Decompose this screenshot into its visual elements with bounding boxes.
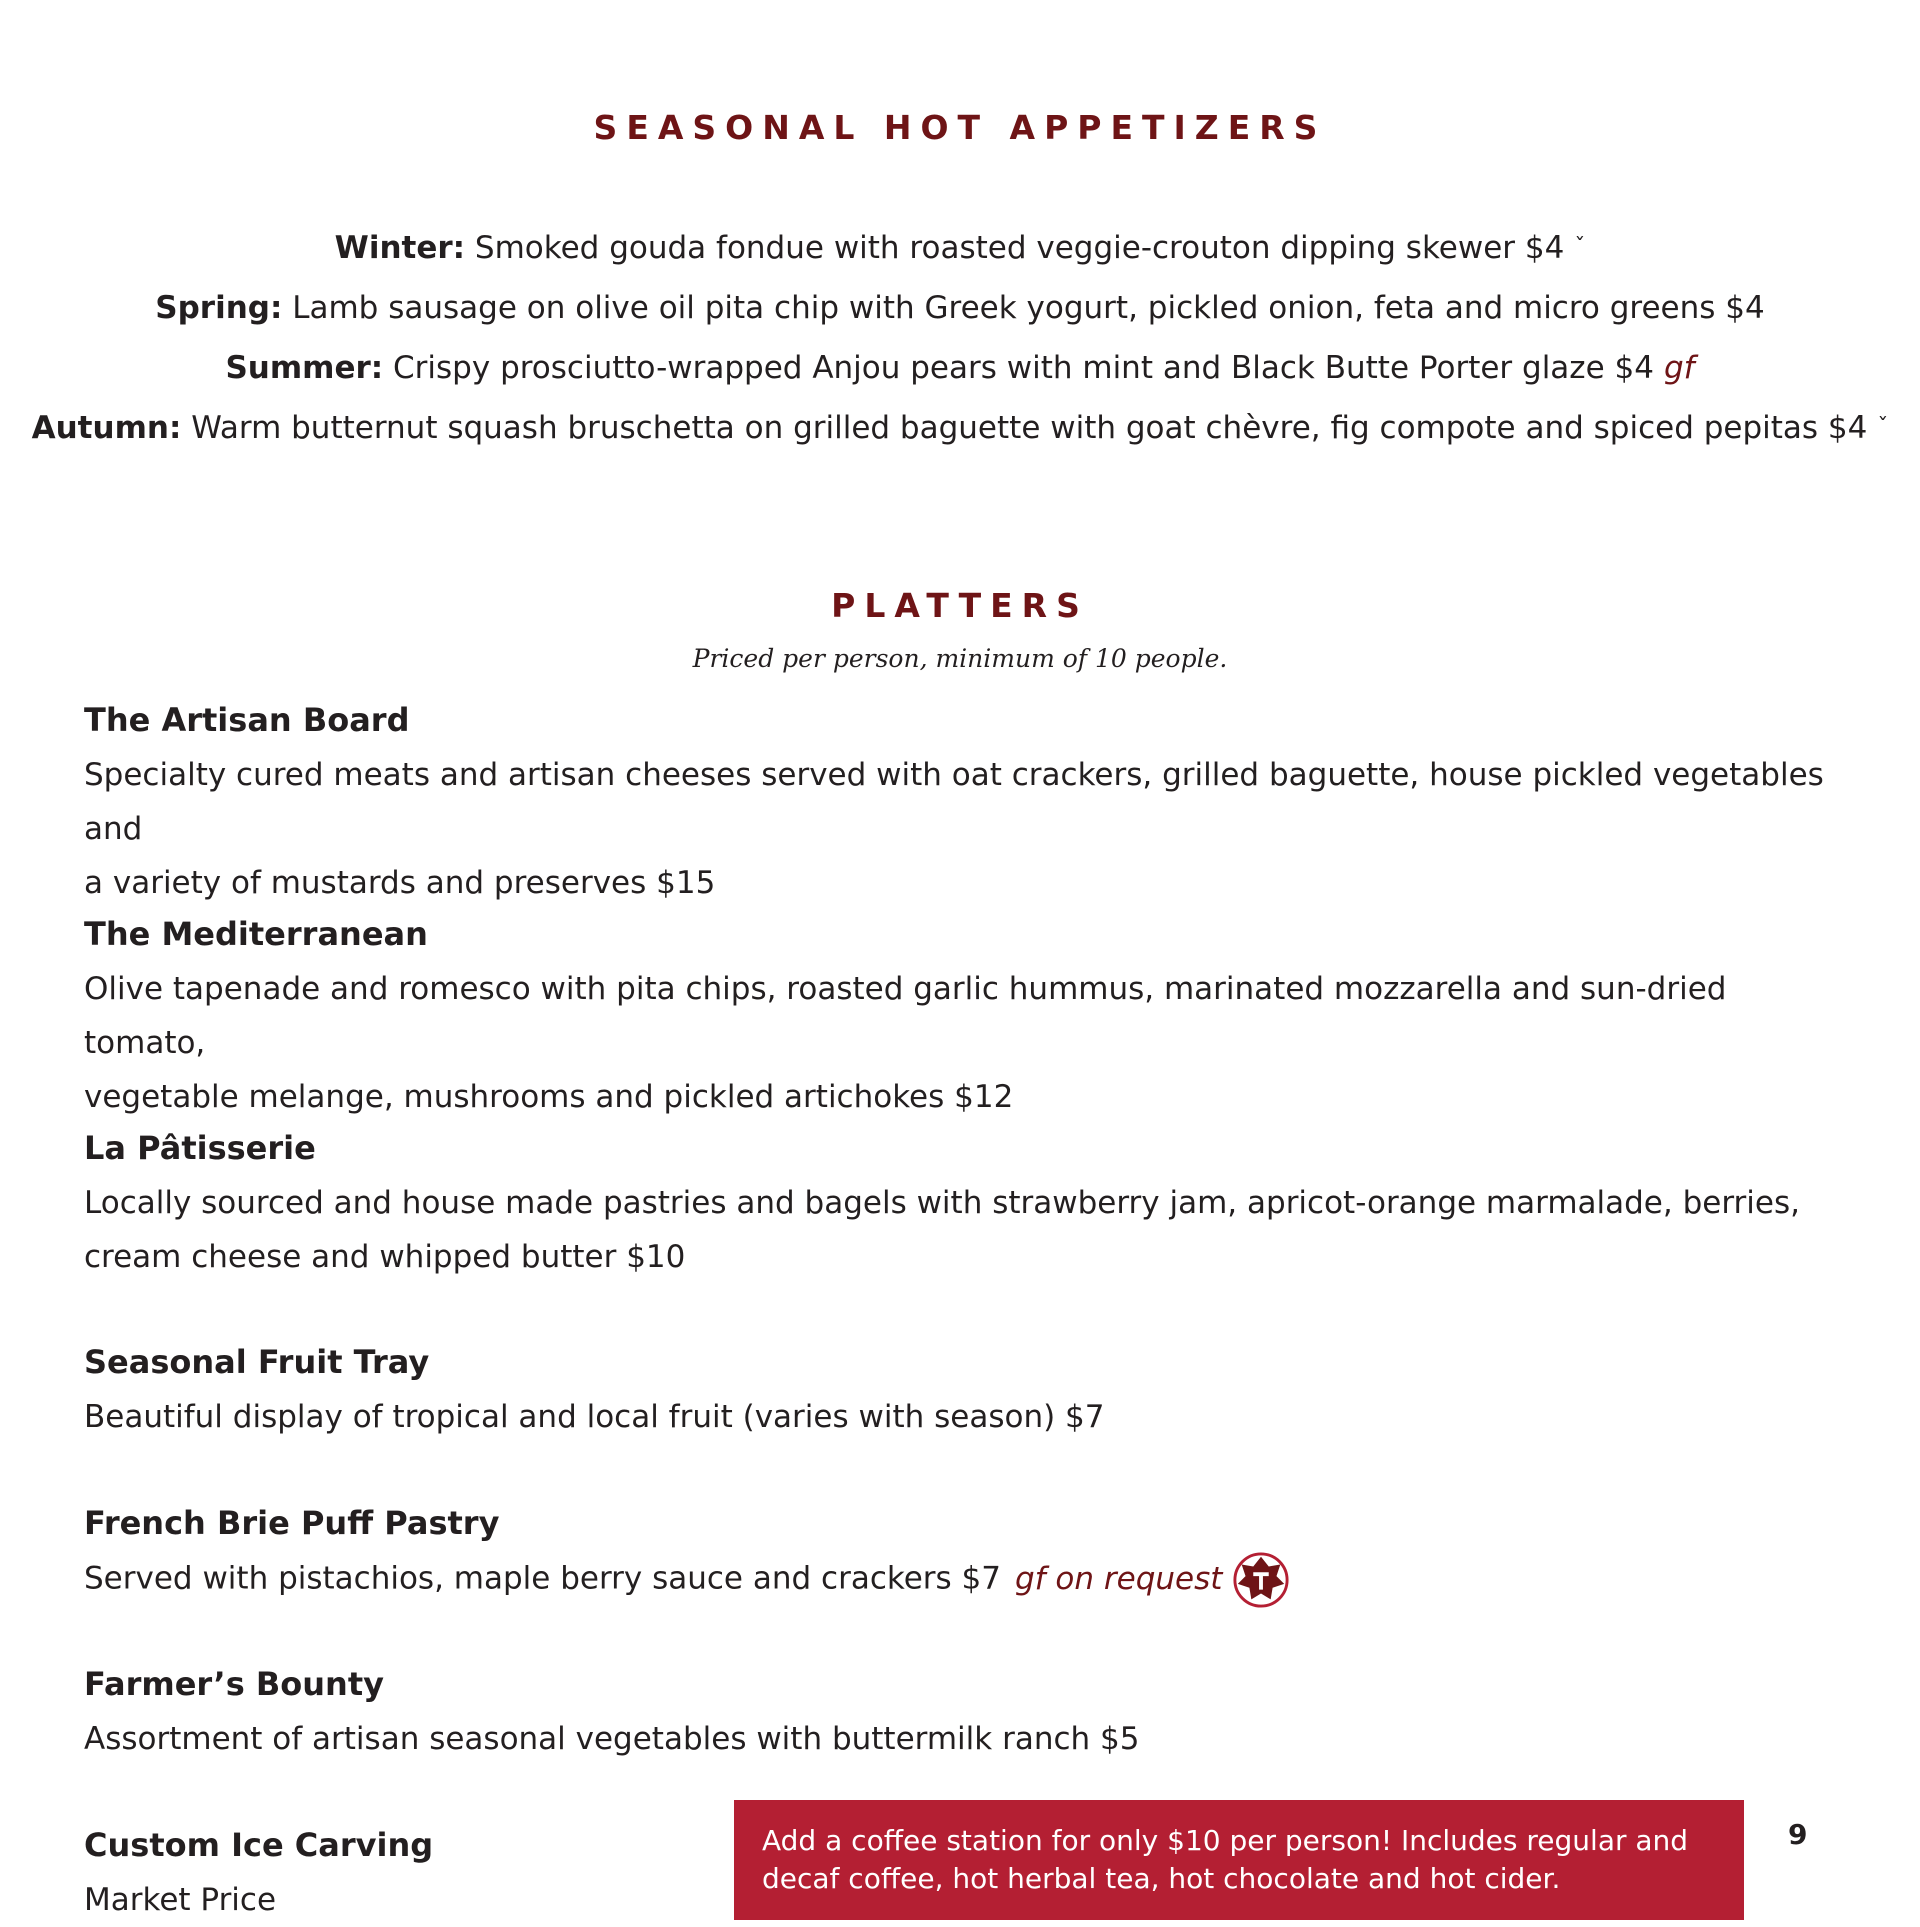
platter-name: Custom Ice Carving xyxy=(84,1826,434,1864)
description-text: Served with pistachios, maple berry sauce and crackers $7 xyxy=(84,1560,1001,1597)
season-label: Summer: xyxy=(225,350,384,386)
gluten-free-tag: gf on request xyxy=(1014,1560,1223,1597)
platters-subtitle: Priced per person, minimum of 10 people. xyxy=(692,644,1228,673)
appetizer-description: Lamb sausage on olive oil pita chip with Greek yogurt, pickled onion, feta and micro greens $4 xyxy=(292,290,1765,326)
platter-name: Seasonal Fruit Tray xyxy=(84,1343,430,1381)
platter-description xyxy=(84,1176,1824,1284)
platter-description xyxy=(84,1551,1824,1609)
platter-item xyxy=(84,1503,1824,1609)
description-line: a variety of mustards and preserves $15 xyxy=(84,865,716,901)
coffee-station-promo xyxy=(734,1800,1744,1920)
appetizer-winter xyxy=(0,228,1920,268)
platter-description xyxy=(84,1390,1824,1444)
description-line: Specialty cured meats and artisan cheeses served with oat crackers, grilled baguette, house pickled vegetables and xyxy=(84,757,1824,847)
vegetarian-mark: ˇ xyxy=(1574,235,1586,260)
appetizer-spring xyxy=(0,288,1920,328)
platter-name: French Brie Puff Pastry xyxy=(84,1504,500,1542)
promo-line: Add a coffee station for only $10 per person! Includes regular and xyxy=(762,1824,1689,1857)
platter-item xyxy=(84,914,1824,1124)
page-number: 9 xyxy=(1788,1818,1808,1851)
platter-item xyxy=(84,700,1824,910)
description-line: Locally sourced and house made pastries and bagels with strawberry jam, apricot-orange marmalade, berries, xyxy=(84,1185,1800,1221)
season-label: Spring: xyxy=(155,290,283,326)
promo-line: decaf coffee, hot herbal tea, hot chocolate and hot cider. xyxy=(762,1862,1561,1895)
season-label: Winter: xyxy=(334,230,466,266)
season-label: Autumn: xyxy=(31,410,182,446)
seasonal-hot-appetizers-title: SEASONAL HOT APPETIZERS xyxy=(593,108,1327,147)
platter-name: The Artisan Board xyxy=(84,701,410,739)
appetizer-description: Warm butternut squash bruschetta on grilled baguette with goat chèvre, fig compote and spiced pepitas $4 xyxy=(191,410,1868,446)
platter-name: La Pâtisserie xyxy=(84,1129,316,1167)
platters-title: PLATTERS xyxy=(831,586,1089,625)
vegetarian-mark: ˇ xyxy=(1877,415,1889,440)
description-line: Market Price xyxy=(84,1882,277,1918)
platter-description xyxy=(84,1712,1824,1766)
platter-name: The Mediterranean xyxy=(84,915,428,953)
appetizer-description: Crispy prosciutto-wrapped Anjou pears with mint and Black Butte Porter glaze $4 xyxy=(393,350,1654,386)
platter-item xyxy=(84,1128,1824,1284)
description-line xyxy=(84,1551,1824,1609)
description-line: Beautiful display of tropical and local fruit (varies with season) $7 xyxy=(84,1399,1105,1435)
gluten-free-tag: gf xyxy=(1663,350,1695,386)
platter-description xyxy=(84,748,1824,910)
description-line: Olive tapenade and romesco with pita chips, roasted garlic hummus, marinated mozzarella and sun-dried tomato, xyxy=(84,971,1727,1061)
description-line: cream cheese and whipped butter $10 xyxy=(84,1239,686,1275)
signature-rose-icon xyxy=(1232,1551,1290,1609)
platter-item xyxy=(84,1664,1824,1766)
description-line: Assortment of artisan seasonal vegetables with buttermilk ranch $5 xyxy=(84,1721,1140,1757)
platter-name: Farmer’s Bounty xyxy=(84,1665,384,1703)
appetizer-summer xyxy=(0,348,1920,388)
platter-description xyxy=(84,962,1824,1124)
appetizer-autumn xyxy=(0,408,1920,448)
platter-item xyxy=(84,1342,1824,1444)
description-line: vegetable melange, mushrooms and pickled artichokes $12 xyxy=(84,1079,1014,1115)
appetizer-description: Smoked gouda fondue with roasted veggie-crouton dipping skewer $4 xyxy=(474,230,1565,266)
